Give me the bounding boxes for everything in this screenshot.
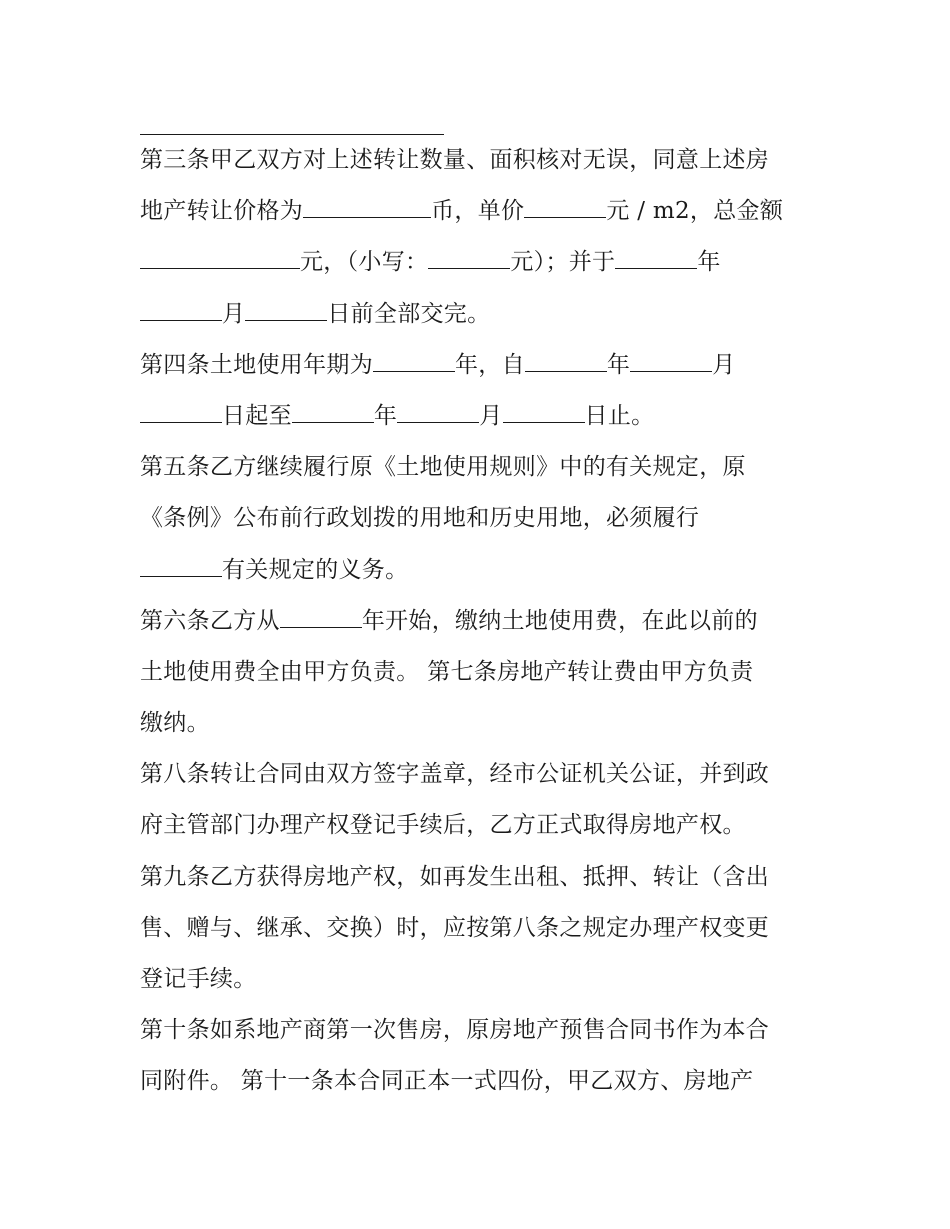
blank-pay-month[interactable] — [140, 300, 222, 321]
blank-start-day[interactable] — [140, 402, 222, 423]
blank-fee-start-year[interactable] — [280, 607, 362, 628]
clause-9-line-1: 第九条乙方获得房地产权，如再发生出租、抵押、转让（含出 — [140, 863, 770, 890]
clause-3-line-1: 第三条甲乙双方对上述转让数量、面积核对无误，同意上述房 — [140, 147, 770, 173]
blank-end-year[interactable] — [292, 402, 374, 423]
clause-5-line-3: 有关规定的义务。 — [140, 545, 820, 596]
clause-3-line-3: 元，（小写： 元）；并于 年 — [140, 237, 820, 288]
blank-start-month[interactable] — [630, 351, 712, 372]
blank-unit-price[interactable] — [524, 197, 606, 218]
clause-8-line-1: 第八条转让合同由双方签字盖章，经市公证机关公证，并到政 — [140, 761, 770, 788]
clause-5-line-2: 《条例》公布前行政划拨的用地和历史用地，必须履行 — [140, 505, 700, 532]
blank-start-year[interactable] — [525, 351, 607, 372]
blank-pay-year[interactable] — [615, 248, 697, 269]
clause-10-line-1: 第十条如系地产商第一次售房，原房地产预售合同书作为本合 — [140, 1017, 770, 1044]
document-page — [140, 100, 820, 1108]
clause-4-line-2: 日起至 年 月 日止。 — [140, 391, 820, 442]
blank-total-amount[interactable] — [140, 248, 300, 269]
clause-3-line-2: 地产转让价格为 币，单价 元 / m2，总金额 — [140, 198, 784, 225]
clause-7-line-2: 缴纳。 — [140, 710, 210, 737]
clause-9-line-3: 登记手续。 — [140, 966, 257, 992]
clause-9-line-2: 售、赠与、继承、交换）时，应按第八条之规定办理产权变更 — [140, 914, 770, 941]
clause-5-line-1: 第五条乙方继续履行原《土地使用规则》中的有关规定，原 — [140, 454, 746, 481]
blank-term-years[interactable] — [373, 351, 455, 372]
blank-amount-lowercase[interactable] — [428, 248, 510, 269]
clause-6-line-1: 第六条乙方从 年开始，缴纳土地使用费，在此以前的 — [140, 607, 758, 634]
blank-end-day[interactable] — [503, 402, 585, 423]
blank-end-month[interactable] — [397, 402, 479, 423]
blank-currency[interactable] — [303, 197, 431, 218]
clause-10-11-line: 同附件。 第十一条本合同正本一式四份，甲乙双方、房地产 — [140, 1068, 754, 1095]
clause-3-line-4: 月 日前全部交完。 — [140, 289, 820, 340]
clause-8-line-2: 府主管部门办理产权登记手续后，乙方正式取得房地产权。 — [140, 812, 746, 839]
clause-6-7-line: 土地使用费全由甲方负责。 第七条房地产转让费由甲方负责 — [140, 658, 754, 685]
clause-4-line-1: 第四条土地使用年期为 年，自 年 月 — [140, 351, 736, 378]
blank-obligation[interactable] — [140, 556, 222, 577]
blank-pay-day[interactable] — [245, 300, 327, 321]
